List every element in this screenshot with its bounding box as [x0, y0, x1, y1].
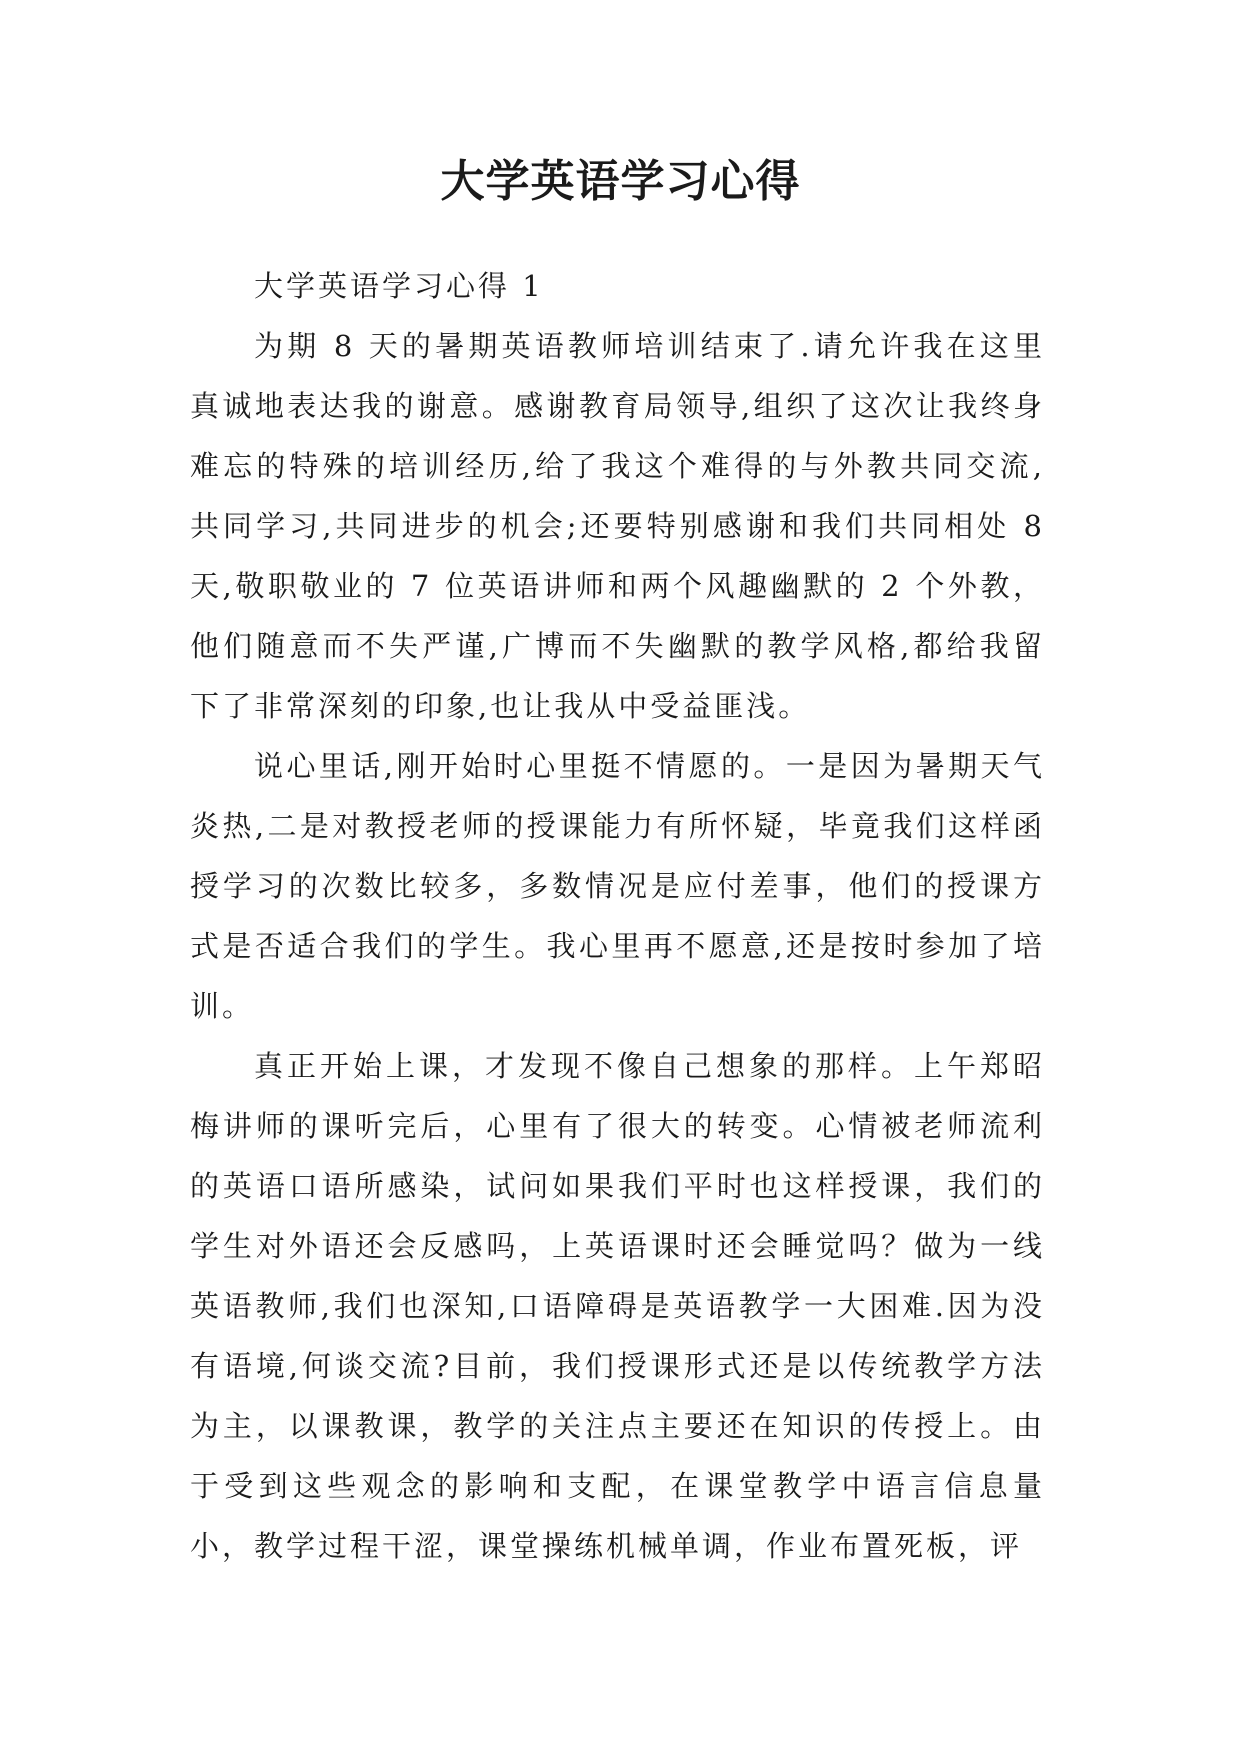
body-paragraph: 为期 8 天的暑期英语教师培训结束了.请允许我在这里真诚地表达我的谢意。感谢教育局领导,组织了这次让我终身难忘的特殊的培训经历,给了我这个难得的与外教共同交流,共同学习,共同进步的机会;还要特别感谢和我们共同相处 8 天,敬职敬业的 7 位英语讲师和两个风趣幽默的 2 个外教，他们随意而不失严谨,广博而不失幽默的教学风格,都给我留下了非常深刻的印象,也让我从中受益匪浅。: [190, 329, 1045, 723]
body-paragraph: 说心里话,刚开始时心里挺不情愿的。一是因为暑期天气炎热,二是对教授老师的授课能力有所怀疑，毕竟我们这样函授学习的次数比较多，多数情况是应付差事，他们的授课方式是否适合我们的学生。我心里再不愿意,还是按时参加了培训。: [190, 749, 1045, 1023]
section-heading: 大学英语学习心得 1: [254, 269, 544, 303]
body-paragraph: 真正开始上课，才发现不像自己想象的那样。上午郑昭梅讲师的课听完后，心里有了很大的转变。心情被老师流利的英语口语所感染，试问如果我们平时也这样授课，我们的学生对外语还会反感吗，上英语课时还会睡觉吗？做为一线英语教师,我们也深知,口语障碍是英语教学一大困难.因为没有语境,何谈交流?目前，我们授课形式还是以传统教学方法为主，以课教课，教学的关注点主要还在知识的传授上。由于受到这些观念的影响和支配，在课堂教学中语言信息量小，教学过程干涩，课堂操练机械单调，作业布置死板，评: [190, 1049, 1045, 1563]
document-body: [190, 256, 1045, 1576]
document-title: 大学英语学习心得: [440, 156, 801, 207]
